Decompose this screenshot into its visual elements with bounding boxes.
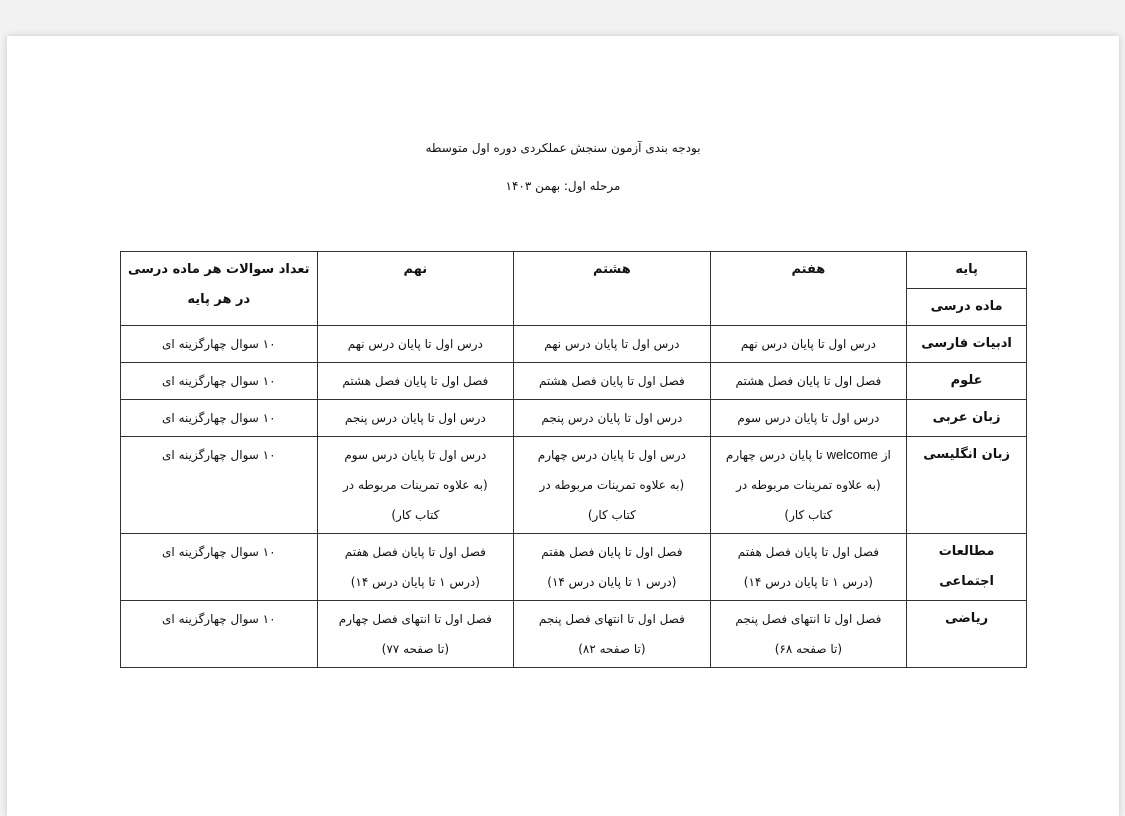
cell-line	[717, 440, 901, 470]
cell-line: (به علاوه تمرینات مربوطه در	[343, 478, 488, 492]
table-row	[121, 601, 1027, 668]
header-grade-7: هفتم	[710, 252, 907, 326]
header-grade-8: هشتم	[514, 252, 711, 326]
cell-line: (به علاوه تمرینات مربوطه در	[736, 478, 881, 492]
cell-line: درس اول تا پایان درس پنجم	[541, 411, 683, 425]
grade-8-cell	[514, 400, 711, 437]
subject-cell: مطالعات اجتماعی	[907, 534, 1027, 601]
cell-line: (به علاوه تمرینات مربوطه در	[539, 478, 685, 492]
header-question-count-line2: در هر پایه	[187, 292, 251, 307]
cell-line: فصل اول تا پایان فصل هفتم	[344, 545, 486, 559]
cell-line: فصل اول تا پایان فصل هفتم	[737, 545, 879, 559]
header-question-count	[121, 252, 318, 326]
table-row	[121, 437, 1027, 534]
subject-cell: ریاضی	[907, 601, 1027, 668]
cell-text-welcome: welcome	[826, 447, 878, 462]
cell-line: درس اول تا پایان درس نهم	[347, 337, 483, 351]
grade-9-cell	[317, 326, 514, 363]
question-count-cell: ۱۰ سوال چهارگزینه ای	[121, 326, 318, 363]
question-count-cell: ۱۰ سوال چهارگزینه ای	[121, 437, 318, 534]
grade-9-cell	[317, 534, 514, 601]
cell-line: (درس ۱ تا پایان درس ۱۴)	[350, 575, 480, 589]
grade-8-cell	[514, 601, 711, 668]
cell-line: (تا صفحه ۷۷)	[381, 642, 449, 656]
subject-cell: ادبیات فارسی	[907, 326, 1027, 363]
cell-line: (درس ۱ تا پایان درس ۱۴)	[547, 575, 677, 589]
cell-line: درس اول تا پایان درس سوم	[737, 411, 880, 425]
cell-line: درس اول تا پایان درس سوم	[344, 448, 487, 462]
table-row	[121, 326, 1027, 363]
subject-cell: علوم	[907, 363, 1027, 400]
cell-line: کتاب کار)	[587, 508, 636, 522]
question-count-cell: ۱۰ سوال چهارگزینه ای	[121, 601, 318, 668]
grade-8-cell	[514, 363, 711, 400]
document-page	[7, 36, 1119, 816]
grade-7-cell	[710, 437, 907, 534]
grade-8-cell	[514, 437, 711, 534]
question-count-cell: ۱۰ سوال چهارگزینه ای	[121, 363, 318, 400]
grade-7-cell	[710, 534, 907, 601]
cell-line: درس اول تا پایان درس نهم	[740, 337, 876, 351]
cell-line: فصل اول تا پایان فصل هشتم	[538, 374, 685, 388]
document-title: بودجه بندی آزمون سنجش عملکردی دوره اول متوسطه	[425, 141, 701, 155]
grade-9-cell	[317, 363, 514, 400]
table-row	[121, 534, 1027, 601]
cell-text-prefix: از	[881, 448, 891, 462]
cell-line: (تا صفحه ۶۸)	[774, 642, 843, 656]
cell-line: درس اول تا پایان درس چهارم	[537, 448, 686, 462]
cell-line: فصل اول تا انتهای فصل چهارم	[338, 612, 492, 626]
cell-line: فصل اول تا انتهای فصل پنجم	[735, 612, 882, 626]
table-header-row	[121, 252, 1027, 289]
cell-line: کتاب کار)	[391, 508, 440, 522]
document-subtitle: مرحله اول: بهمن ۱۴۰۳	[505, 179, 621, 193]
header-question-count-line1: تعداد سوالات هر ماده درسی	[128, 262, 310, 277]
header-subject: ماده درسی	[907, 289, 1027, 326]
header-grade: پایه	[907, 252, 1027, 289]
question-count-cell: ۱۰ سوال چهارگزینه ای	[121, 534, 318, 601]
grade-9-cell	[317, 400, 514, 437]
cell-text-suffix: تا پایان درس چهارم	[725, 448, 823, 462]
subject-cell: زبان انگلیسی	[907, 437, 1027, 534]
grade-7-cell	[710, 601, 907, 668]
header-grade-9: نهم	[317, 252, 514, 326]
grade-7-cell	[710, 326, 907, 363]
cell-line: درس اول تا پایان درس پنجم	[344, 411, 486, 425]
cell-line: کتاب کار)	[784, 508, 833, 522]
cell-line: فصل اول تا پایان فصل هشتم	[342, 374, 489, 388]
grade-8-cell	[514, 534, 711, 601]
grade-9-cell	[317, 601, 514, 668]
cell-line: فصل اول تا پایان فصل هفتم	[541, 545, 683, 559]
question-count-cell: ۱۰ سوال چهارگزینه ای	[121, 400, 318, 437]
cell-line: فصل اول تا پایان فصل هشتم	[735, 374, 882, 388]
grade-9-cell	[317, 437, 514, 534]
budget-table	[120, 251, 1027, 668]
table-row	[121, 400, 1027, 437]
cell-line: (تا صفحه ۸۲)	[578, 642, 646, 656]
grade-7-cell	[710, 363, 907, 400]
table-row	[121, 363, 1027, 400]
cell-line: درس اول تا پایان درس نهم	[544, 337, 680, 351]
cell-line: فصل اول تا انتهای فصل پنجم	[538, 612, 685, 626]
grade-7-cell	[710, 400, 907, 437]
subject-cell: زبان عربی	[907, 400, 1027, 437]
grade-8-cell	[514, 326, 711, 363]
cell-line: (درس ۱ تا پایان درس ۱۴)	[743, 575, 873, 589]
